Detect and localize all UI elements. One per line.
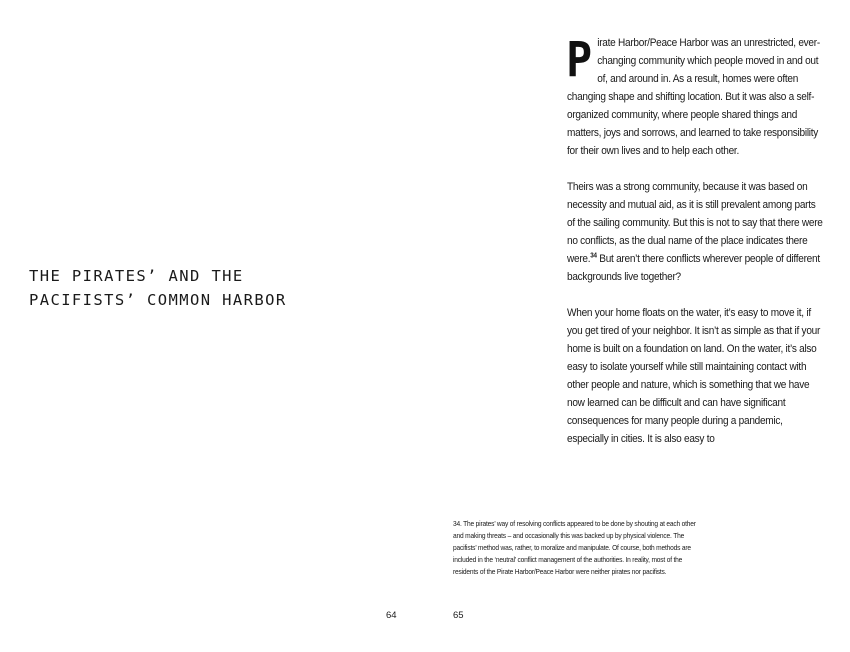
right-page [425,0,850,652]
page-number-right: 65 [453,610,464,621]
paragraph-3 [567,304,825,448]
footnote: 34. The pirates’ way of resolving conflicts appeared to be done by shouting at each other and making threats – and occasionally this was backed up by physical violence. The pacifists’ method was, rather, to moralize and manipulate. Of course, both methods are included in the ‘neutral’ conflict management of the authorities. In reality, most of the residents of the Pirate Harbor/Peace Harbor were neither pirates nor pacifists. [453,519,696,576]
page-number-left: 64 [386,610,397,621]
drop-cap: P [566,32,592,88]
paragraph-2-text: Theirs was a strong community, because it was based on necessity and mutual aid, as it is still prevalent among parts of the sailing community. But this is not to say that there were no conflicts, as the dual name of the place indicates there were. [567,181,823,265]
chapter-title: THE PIRATES’ AND THE PACIFISTS’ COMMON HARBOR [29,267,287,309]
paragraph-1 [567,34,825,160]
paragraph-2-continuation: But aren’t there conflicts wherever people of different backgrounds live together? [567,253,820,283]
body-text [567,34,825,466]
paragraph-2 [567,178,825,286]
paragraph-3-text: When your home floats on the water, it’s easy to move it, if you get tired of your neighbor. It isn’t as simple as that if your home is built on a foundation on land. On the water, it’s also easy to isolate yourself while still maintaining contact with other people and nature, which is something that we have now learned can be difficult and can have significant consequences for many people during a pandemic, especially in cities. It is also easy to [567,307,821,445]
footnote-reference[interactable]: 34 [590,252,597,260]
paragraph-1-text: irate Harbor/Peace Harbor was an unrestricted, ever-changing community which people moved in and out of, and around in. As a result, homes were often changing shape and shifting location. But it was also a self-organized community, where people shared things and matters, joys and sorrows, and learned to take responsibility for their own lives and to help each other. [567,37,820,157]
